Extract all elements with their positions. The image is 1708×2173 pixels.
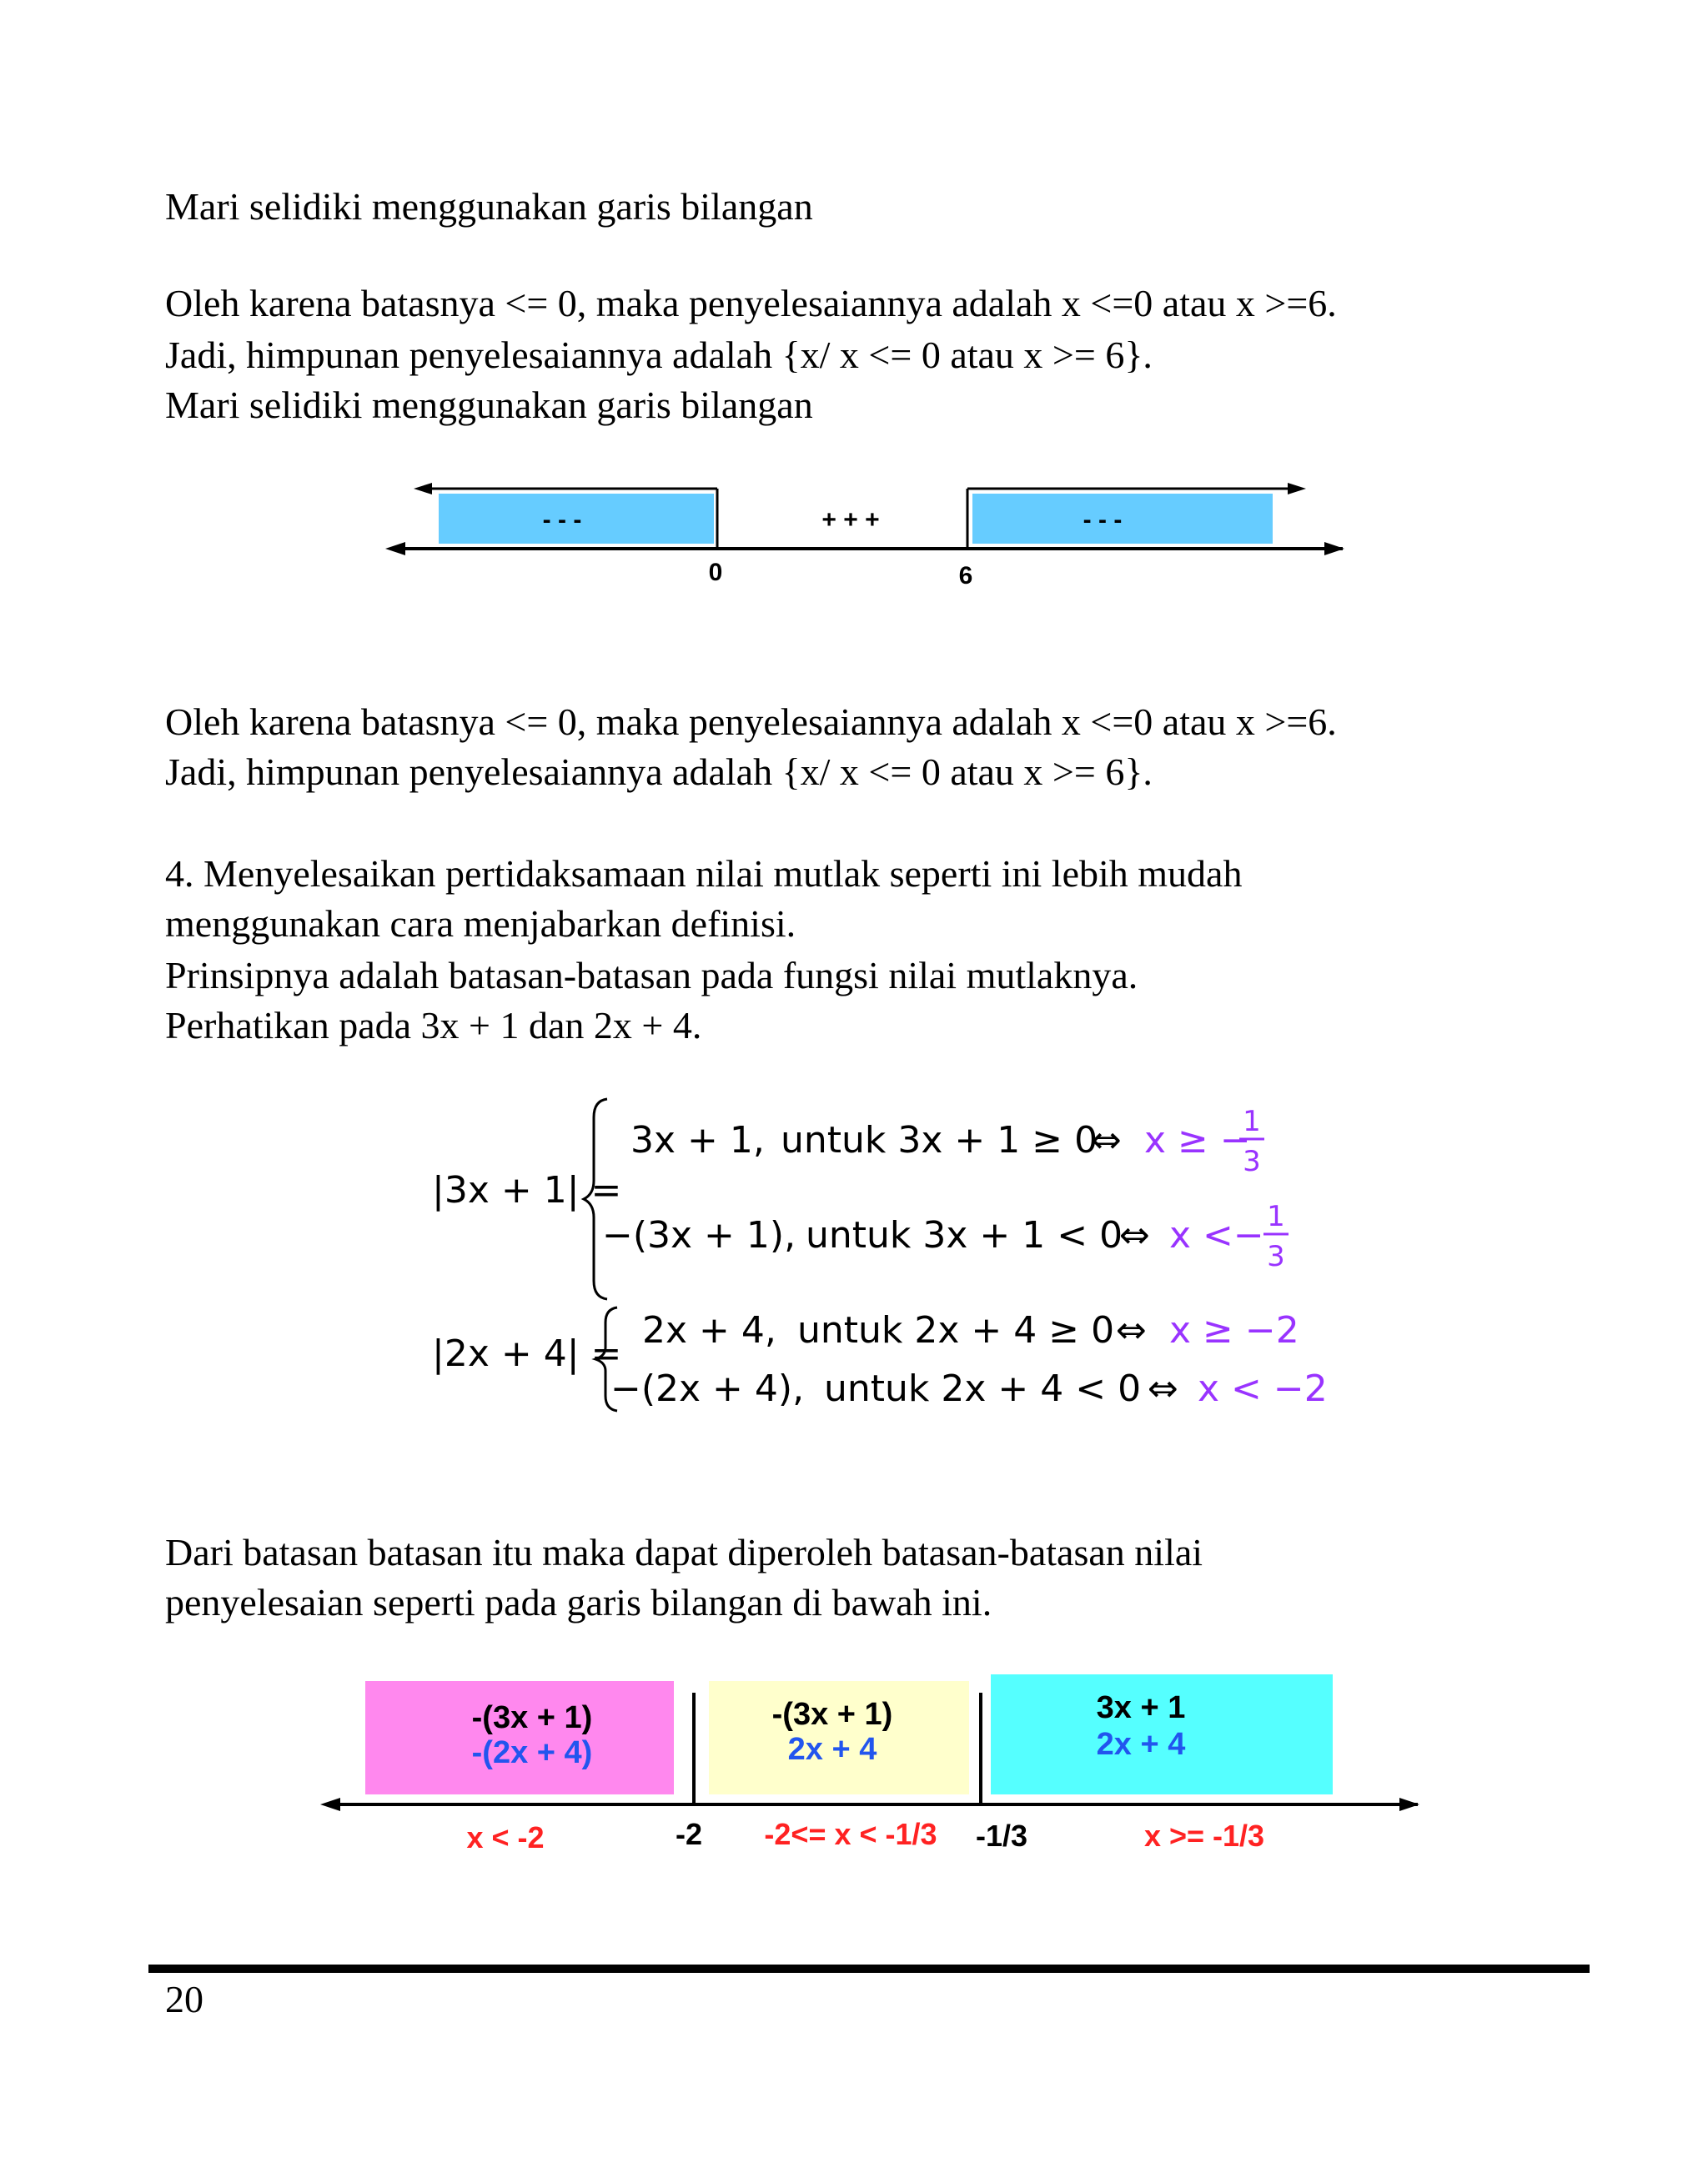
abs2-case2-expr: −(2x + 4),	[610, 1368, 805, 1410]
arrow-right-icon	[1399, 1798, 1419, 1811]
box-right-line2: 2x + 4	[1096, 1727, 1186, 1762]
tick-label-6: 6	[958, 562, 973, 590]
abs2-case2-result: x < −2	[1198, 1368, 1328, 1410]
paragraph-step4-line1: 4. Menyelesaikan pertidaksamaan nilai mutlak seperti ini lebih mudah	[165, 852, 1243, 895]
paragraph-conclusion-line2: Jadi, himpunan penyelesaiannya adalah {x/ x <= 0 atau x >= 6}.	[165, 334, 1153, 376]
number-line-1	[384, 467, 1359, 600]
abs2-case1-expr: 2x + 4,	[642, 1309, 776, 1352]
paragraph-step4-line3: Prinsipnya adalah batasan-batasan pada fungsi nilai mutlaknya.	[165, 954, 1138, 996]
paragraph-result-line2: penyelesaian seperti pada garis bilangan di bawah ini.	[165, 1581, 992, 1623]
paragraph-result-line1: Dari batasan batasan itu maka dapat diperoleh batasan-batasan nilai	[165, 1531, 1203, 1573]
box-middle-line1: -(3x + 1)	[771, 1697, 893, 1732]
box-middle-line2: 2x + 4	[787, 1732, 877, 1767]
tick-label-0: 0	[708, 559, 723, 586]
abs1-case1-arrow: ⇔	[1091, 1119, 1122, 1162]
abs1-case2-arrow: ⇔	[1119, 1214, 1150, 1257]
abs1-case1-expr: 3x + 1,	[630, 1119, 765, 1162]
paragraph-step4-line2: menggunakan cara menjabarkan definisi.	[165, 902, 796, 945]
paragraph-conclusion-line1: Oleh karena batasnya <= 0, maka penyelesaiannya adalah x <=0 atau x >=6.	[165, 282, 1337, 324]
abs2-case1-arrow: ⇔	[1116, 1309, 1147, 1352]
upper-arrow-right-icon	[1288, 483, 1306, 494]
paragraph-conclusion-line3: Mari selidiki menggunakan garis bilangan	[165, 384, 813, 426]
page-number: 20	[165, 1978, 203, 2020]
paragraph-step4-line4: Perhatikan pada 3x + 1 dan 2x + 4.	[165, 1004, 702, 1046]
abs2-lhs: |2x + 4| =	[432, 1332, 622, 1375]
box-right-line1: 3x + 1	[1096, 1690, 1186, 1725]
abs1-case2-denominator: 3	[1267, 1240, 1285, 1273]
sign-left: - - -	[542, 506, 582, 534]
region-right	[972, 494, 1273, 544]
abs1-lhs: |3x + 1| =	[432, 1169, 622, 1212]
abs2-case2-condition: untuk 2x + 4 < 0	[824, 1368, 1142, 1410]
abs2-case1-result: x ≥ −2	[1169, 1309, 1299, 1352]
paragraph-repeat-line1: Oleh karena batasnya <= 0, maka penyelesaiannya adalah x <=0 atau x >=6.	[165, 700, 1337, 743]
number-line-2	[317, 1668, 1434, 1868]
paragraph-intro: Mari selidiki menggunakan garis bilangan	[165, 185, 813, 228]
abs1-case2-result: x <−	[1169, 1214, 1264, 1257]
arrow-left-icon	[385, 542, 405, 555]
abs1-case1-condition: untuk 3x + 1 ≥ 0	[781, 1119, 1098, 1162]
footer-rule	[148, 1965, 1590, 1973]
abs1-case1-numerator: 1	[1243, 1105, 1261, 1138]
region-label-left: x < -2	[466, 1820, 545, 1854]
abs1-case2-expr: −(3x + 1),	[602, 1214, 796, 1257]
sign-right: - - -	[1083, 506, 1123, 534]
abs1-case1-denominator: 3	[1243, 1145, 1261, 1178]
abs2-case1-condition: untuk 2x + 4 ≥ 0	[797, 1309, 1115, 1352]
tick-label-minus-third: -1/3	[976, 1819, 1028, 1853]
box-left-line1: -(3x + 1)	[471, 1700, 593, 1735]
upper-arrow-left-icon	[414, 483, 432, 494]
arrow-left-icon	[320, 1798, 340, 1811]
abs2-case2-arrow: ⇔	[1148, 1368, 1178, 1410]
sign-middle: + + +	[821, 506, 880, 534]
abs1-case1-result: x ≥ −	[1144, 1119, 1251, 1162]
abs1-case2-numerator: 1	[1267, 1200, 1285, 1233]
paragraph-repeat-line2: Jadi, himpunan penyelesaiannya adalah {x/ x <= 0 atau x >= 6}.	[165, 750, 1153, 793]
absolute-value-definitions	[417, 1084, 1334, 1434]
arrow-right-icon	[1324, 542, 1344, 555]
region-label-right: x >= -1/3	[1143, 1819, 1265, 1853]
box-left-line2: -(2x + 4)	[471, 1735, 593, 1770]
abs1-case2-condition: untuk 3x + 1 < 0	[806, 1214, 1123, 1257]
region-label-middle: -2<= x < -1/3	[764, 1817, 937, 1851]
tick-label-minus2: -2	[675, 1817, 702, 1851]
